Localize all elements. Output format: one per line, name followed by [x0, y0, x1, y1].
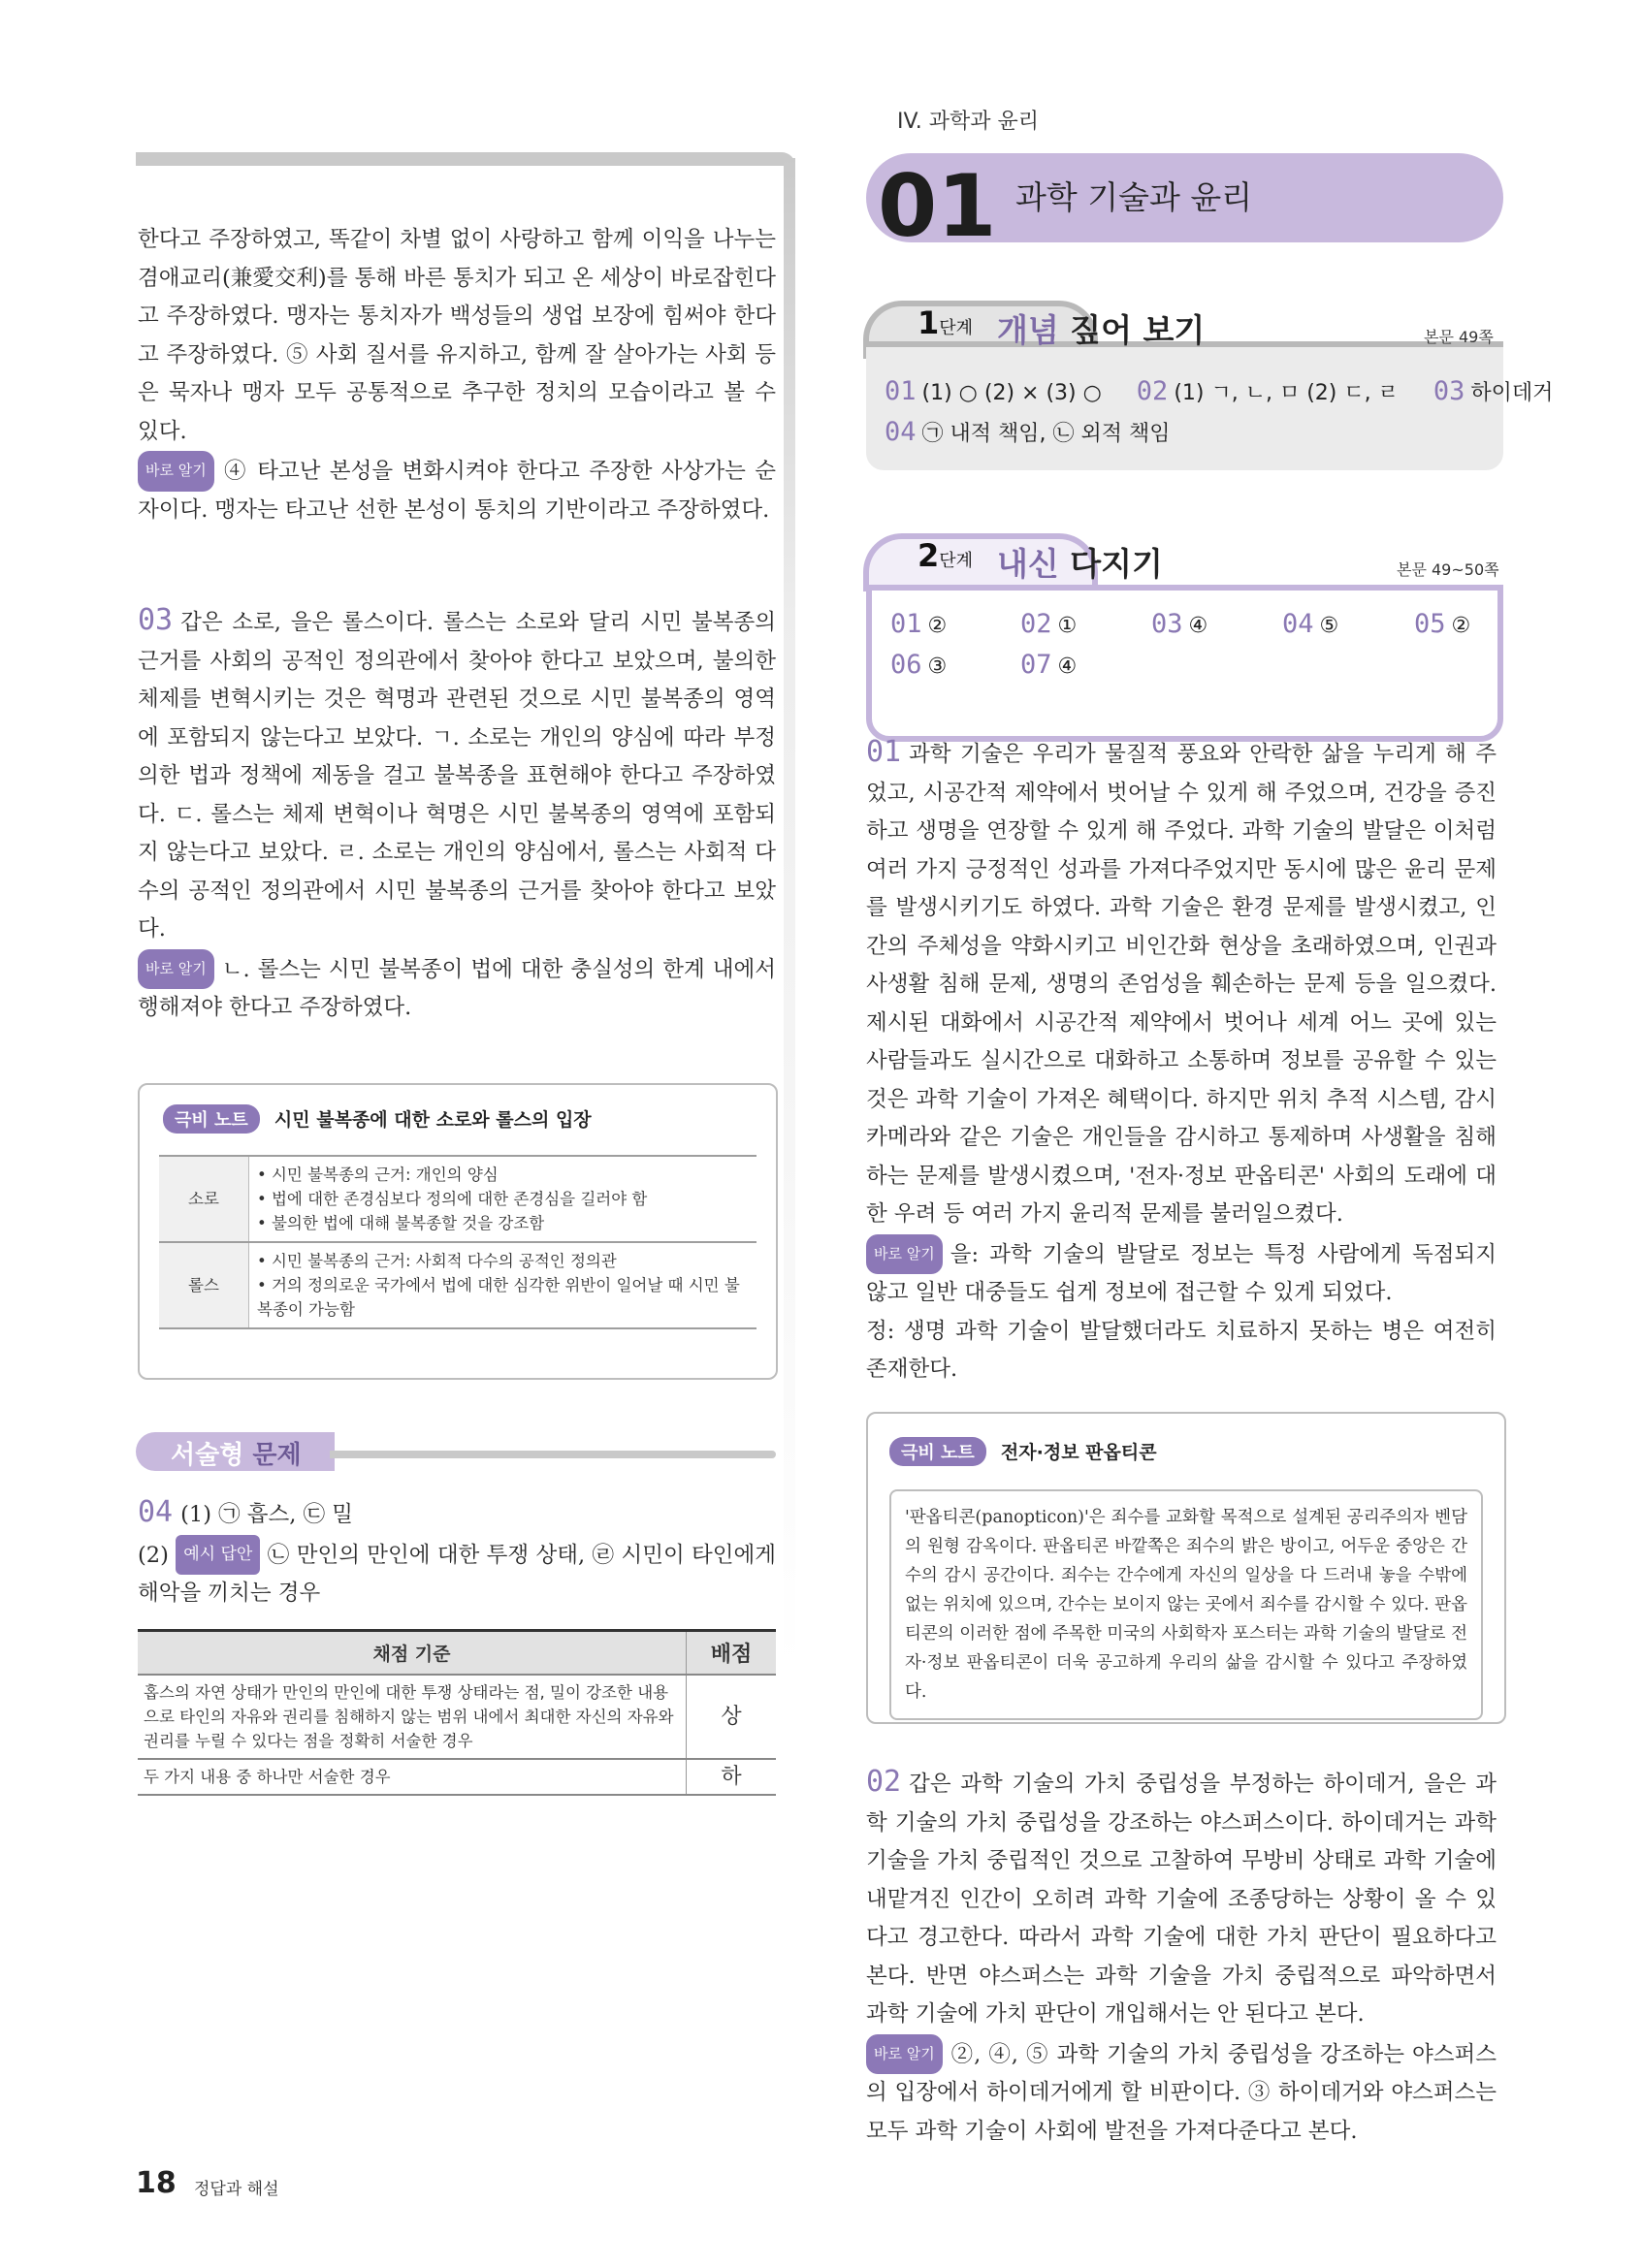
question-number: 01: [866, 735, 902, 769]
note-item: • 불의한 법에 대해 불복종할 것을 강조함: [257, 1214, 545, 1232]
baro-text: ④ 타고난 본성을 변화시켜야 한다고 주장한 사상가는 순자이다. 맹자는 타고난 선한 본성이 통치의 기반이라고 주장하였다.: [138, 459, 776, 523]
baro-text: ②, ④, ⑤ 과학 기술의 가치 중립성을 강조하는 야스퍼스의 입장에서 하이데거에게 할 비판이다. ③ 하이데거와 야스퍼스는 모두 과학 기술이 사회에 발전을 가져다준다고 본다.: [866, 2041, 1497, 2144]
baro-text: ㄴ. 롤스는 시민 불복종이 법에 대한 충실성의 한계 내에서 행해져야 한다고 주장하였다.: [138, 956, 776, 1020]
stage1-page-ref: 본문 49쪽: [1424, 328, 1494, 346]
stage2-answer: [1020, 609, 1077, 639]
answer-value: ③: [927, 655, 948, 679]
answer-qnum: 05: [1414, 609, 1446, 639]
q01-explanation: 과학 기술은 우리가 물질적 풍요와 안락한 삶을 누리게 해 주었고, 시공간적 제약에서 벗어날 수 있게 해 주었으며, 건강을 증진하고 생명을 연장할 수 있게 해 주었다. 과학 기술의 발달은 이처럼 여러 가지 긍정적인 성과를 가져다주었지만 동시에 많은 윤리 문제를 발생시키기도 하였다. 과학 기술은 환경 문제를 발생시켰고, 인간의 주체성을 약화시키고 비인간화 현상을 초래하였으며, 인권과 사생활 침해 문제, 생명의 존엄성을 훼손하는 문제 등을 일으켰다. 제시된 대화에서 시공간적 제약에서 벗어나 세계 어느 곳에 있는 사람들과도 실시간으로 대화하고 소통하며 정보를 공유할 수 있는 것은 과학 기술이 가져온 혜택이다. 하지만 위치 추적 시스템, 감시 카메라와 같은 기술은 개인들을 감시하고 통제하며 사생활을 침해하는 문제를 발생시켰으며, '전자·정보 판옵티콘' 사회의 도래에 대한 우려 등 여러 가지 윤리적 문제를 불러일으켰다.: [866, 742, 1497, 1227]
grading-table-header: [138, 1631, 776, 1676]
note-table: [159, 1155, 757, 1329]
answer-qnum: 03: [1433, 376, 1465, 406]
answer-value: ②: [1451, 614, 1471, 638]
stage1-title: [997, 305, 1205, 351]
title-number: 01: [878, 156, 997, 256]
stage2-answer: [1414, 609, 1470, 639]
q04-part2-label: (2): [138, 1542, 169, 1568]
answer-value: ④: [1188, 614, 1208, 638]
note-badge: 극비 노트: [163, 1104, 260, 1134]
stage1-badge: [918, 304, 973, 341]
baro-badge: 바로 알기: [866, 2034, 943, 2075]
answer-value: 하이데거: [1470, 381, 1554, 405]
note-row: [159, 1156, 757, 1242]
q02-explanation: 갑은 과학 기술의 가치 중립성을 부정하는 하이데거, 을은 과학 기술의 가치 중립성을 강조하는 야스퍼스이다. 하이데거는 과학 기술을 가치 중립적인 것으로 고찰하여 무방비 상태로 과학 기술에 내맡겨진 인간이 오히려 과학 기술에 조종당하는 상황이 올 수 있다고 경고한다. 따라서 과학 기술에 대한 가치 판단이 필요하다고 본다. 반면 야스퍼스는 과학 기술을 가치 중립적으로 파악하면서 과학 기술에 가치 판단이 개입해서는 안 된다고 본다.: [866, 1772, 1497, 2027]
note-item: • 법에 대한 존경심보다 정의에 대한 존경심을 길러야 함: [257, 1190, 648, 1208]
note-row-items: [249, 1156, 757, 1242]
note-header: [163, 1104, 592, 1134]
chapter-label: IV. 과학과 윤리: [897, 110, 1039, 134]
answer-qnum: 02: [1020, 609, 1052, 639]
right-q01: [866, 733, 1497, 1390]
answer-qnum: 03: [1151, 609, 1183, 639]
grading-score: 상: [687, 1675, 777, 1759]
note-body: '판옵티콘(panopticon)'은 죄수를 교화할 목적으로 설계된 공리주의자 벤담의 원형 감옥이다. 판옵티콘 바깥쪽은 죄수의 밝은 방이고, 어두운 중앙은 간수의 감시 공간이다. 죄수는 간수에게 자신의 일상을 다 드러내 놓을 수밖에 없는 위치에 있으며, 간수는 보이지 않는 곳에서 죄수를 감시할 수 있다. 판옵티콘의 이러한 점에 주목한 미국의 사회학자 포스터는 과학 기술의 발달로 전자·정보 판옵티콘이 더욱 공고하게 우리의 삶을 감시할 수 있다고 주장하였다.: [889, 1489, 1483, 1720]
q03-explanation: 갑은 소로, 을은 롤스이다. 롤스는 소로와 달리 시민 불복종의 근거를 사회의 공적인 정의관에서 찾아야 한다고 보았으며, 불의한 체제를 변혁시키는 것은 혁명과 관련된 것으로 시민 불복종의 영역에 포함되지 않는다고 보았다. ㄱ. 소로는 개인의 양심에 따라 부정의한 법과 정책에 제동을 걸고 불복종을 표현해야 한다고 주장하였다. ㄷ. 롤스는 체제 변혁이나 혁명은 시민 불복종의 영역에 포함되지 않는다고 보았다. ㄹ. 소로는 개인의 양심에서, 롤스는 사회적 다수의 공적인 정의관에서 시민 불복종의 근거를 찾아야 한다고 보았다.: [138, 610, 776, 942]
stage1-title-a: 개념: [997, 311, 1059, 349]
stage1-badge-num: 1: [918, 304, 940, 341]
baro-badge: 바로 알기: [138, 451, 214, 492]
grading-criteria: 홉스의 자연 상태가 만인의 만인에 대한 투쟁 상태라는 점, 밀이 강조한 내용으로 타인의 자유와 권리를 침해하지 않는 범위 내에서 최대한 자신의 자유와 권리를 누릴 수 있다는 점을 정확히 서술한 경우: [138, 1675, 687, 1759]
stage1-box: [866, 344, 1503, 470]
stage2-title-a: 내신: [997, 545, 1059, 583]
note-title: 전자·정보 판옵티콘: [1000, 1442, 1157, 1463]
stage1-badge-unit: 단계: [939, 318, 974, 338]
page-title: 과학 기술과 윤리: [1015, 178, 1253, 216]
note-title: 시민 불복종에 대한 소로와 롤스의 입장: [274, 1109, 592, 1131]
grading-col-score: 배점: [687, 1631, 777, 1676]
answer-qnum: 01: [885, 376, 917, 406]
stage2-answer: [1151, 609, 1207, 639]
stage1-answers-line1: [885, 376, 1553, 406]
baro-text: 을: 과학 기술의 발달로 정보는 특정 사람에게 독점되지 않고 일반 대중들도 쉽게 정보에 접근할 수 있게 되었다.: [866, 1241, 1497, 1305]
grading-col-criteria: 채점 기준: [138, 1631, 687, 1676]
baro-badge: 바로 알기: [866, 1234, 943, 1275]
example-answer-badge: 예시 답안: [176, 1535, 260, 1576]
grading-criteria: 두 가지 내용 중 하나만 서술한 경우: [138, 1759, 687, 1795]
left-q03: [138, 601, 776, 1028]
stage2-badge-unit: 단계: [939, 551, 974, 571]
stage1-title-b: 짚어 보기: [1070, 311, 1206, 349]
table-row: [138, 1675, 776, 1759]
left-column-rule: [136, 152, 795, 166]
essay-heading-b: 문제: [252, 1441, 302, 1470]
stage2-page-ref: 본문 49~50쪽: [1397, 560, 1499, 579]
baro-badge: 바로 알기: [138, 949, 214, 990]
stage2-badge: [918, 537, 973, 574]
stage2-title: [997, 539, 1163, 585]
q04-part1: (1) ㉠ 흡스, ㉢ 밀: [180, 1502, 353, 1527]
answer-qnum: 04: [1282, 609, 1314, 639]
answer-qnum: 02: [1136, 376, 1169, 406]
page-number: 18: [136, 2166, 177, 2200]
question-number: 02: [866, 1765, 902, 1799]
column-divider: [784, 158, 795, 1671]
note-row: [159, 1242, 757, 1328]
stage2-badge-num: 2: [918, 537, 940, 574]
note-item: • 시민 불복종의 근거: 사회적 다수의 공적인 정의관: [257, 1252, 617, 1270]
answer-value: ①: [1057, 614, 1078, 638]
baro-text-2: 정: 생명 과학 기술이 발달했더라도 치료하지 못하는 병은 여전히 존재한다.: [866, 1318, 1497, 1382]
stage1-answers-line2: [885, 417, 1171, 447]
note-row-items: [249, 1242, 757, 1328]
essay-heading: [171, 1435, 302, 1471]
stage2-answer: [1282, 609, 1338, 639]
q04-part2: ㉡ 만인의 만인에 대한 투쟁 상태, ㉣ 시민이 타인에게 해악을 끼치는 경우: [138, 1542, 777, 1606]
answer-value: (1) ㄱ, ㄴ, ㅁ (2) ㄷ, ㄹ: [1174, 381, 1399, 405]
continued-text: 한다고 주장하였고, 똑같이 차별 없이 사랑하고 함께 이익을 나누는 겸애교리(兼愛交利)를 통해 바른 통치가 되고 온 세상이 바로잡힌다고 주장하였다. 맹자는 통치자가 백성들의 생업 보장에 힘써야 한다고 주장하였다. ⑤ 사회 질서를 유지하고, 함께 잘 살아가는 사회 등은 묵자나 맹자 모두 공통적으로 추구한 정치의 모습이라고 볼 수 있다.: [138, 227, 776, 444]
note-item: • 거의 정의로운 국가에서 법에 대한 심각한 위반이 일어날 때 시민 불복종이 가능함: [257, 1276, 740, 1319]
answer-value: ②: [927, 614, 948, 638]
note-row-key: 소로: [159, 1156, 249, 1242]
right-q02: [866, 1763, 1497, 2151]
answer-value: ④: [1057, 655, 1078, 679]
answer-qnum: 01: [890, 609, 922, 639]
essay-rule: [330, 1451, 776, 1458]
essay-q04: [138, 1493, 776, 1613]
essay-heading-a: 서술형: [171, 1441, 244, 1470]
answer-value: (1) ○ (2) × (3) ○: [921, 381, 1102, 405]
stage2-answer: [1020, 650, 1077, 680]
note-item: • 시민 불복종의 근거: 개인의 양심: [257, 1166, 499, 1184]
answer-qnum: 07: [1020, 650, 1052, 680]
answer-qnum: 04: [885, 417, 917, 447]
stage2-answer: [890, 650, 947, 680]
question-number: 03: [138, 603, 174, 637]
grading-score: 하: [687, 1759, 777, 1795]
grading-table: [138, 1629, 776, 1796]
note-box-civil-disobedience: [138, 1083, 778, 1380]
answer-value: ㉠ 내적 책임, ㉡ 외적 책임: [921, 422, 1171, 446]
question-number: 04: [138, 1495, 174, 1529]
note-box-panopticon: [866, 1412, 1506, 1724]
table-row: [138, 1759, 776, 1795]
note-header: [889, 1437, 1157, 1466]
answer-qnum: 06: [890, 650, 922, 680]
stage2-answer: [890, 609, 947, 639]
footer-text: 정답과 해설: [194, 2180, 279, 2199]
left-paragraph-1: [138, 221, 776, 529]
answer-value: ⑤: [1319, 614, 1339, 638]
note-badge: 극비 노트: [889, 1437, 986, 1466]
note-row-key: 롤스: [159, 1242, 249, 1328]
stage2-title-b: 다지기: [1070, 545, 1163, 583]
